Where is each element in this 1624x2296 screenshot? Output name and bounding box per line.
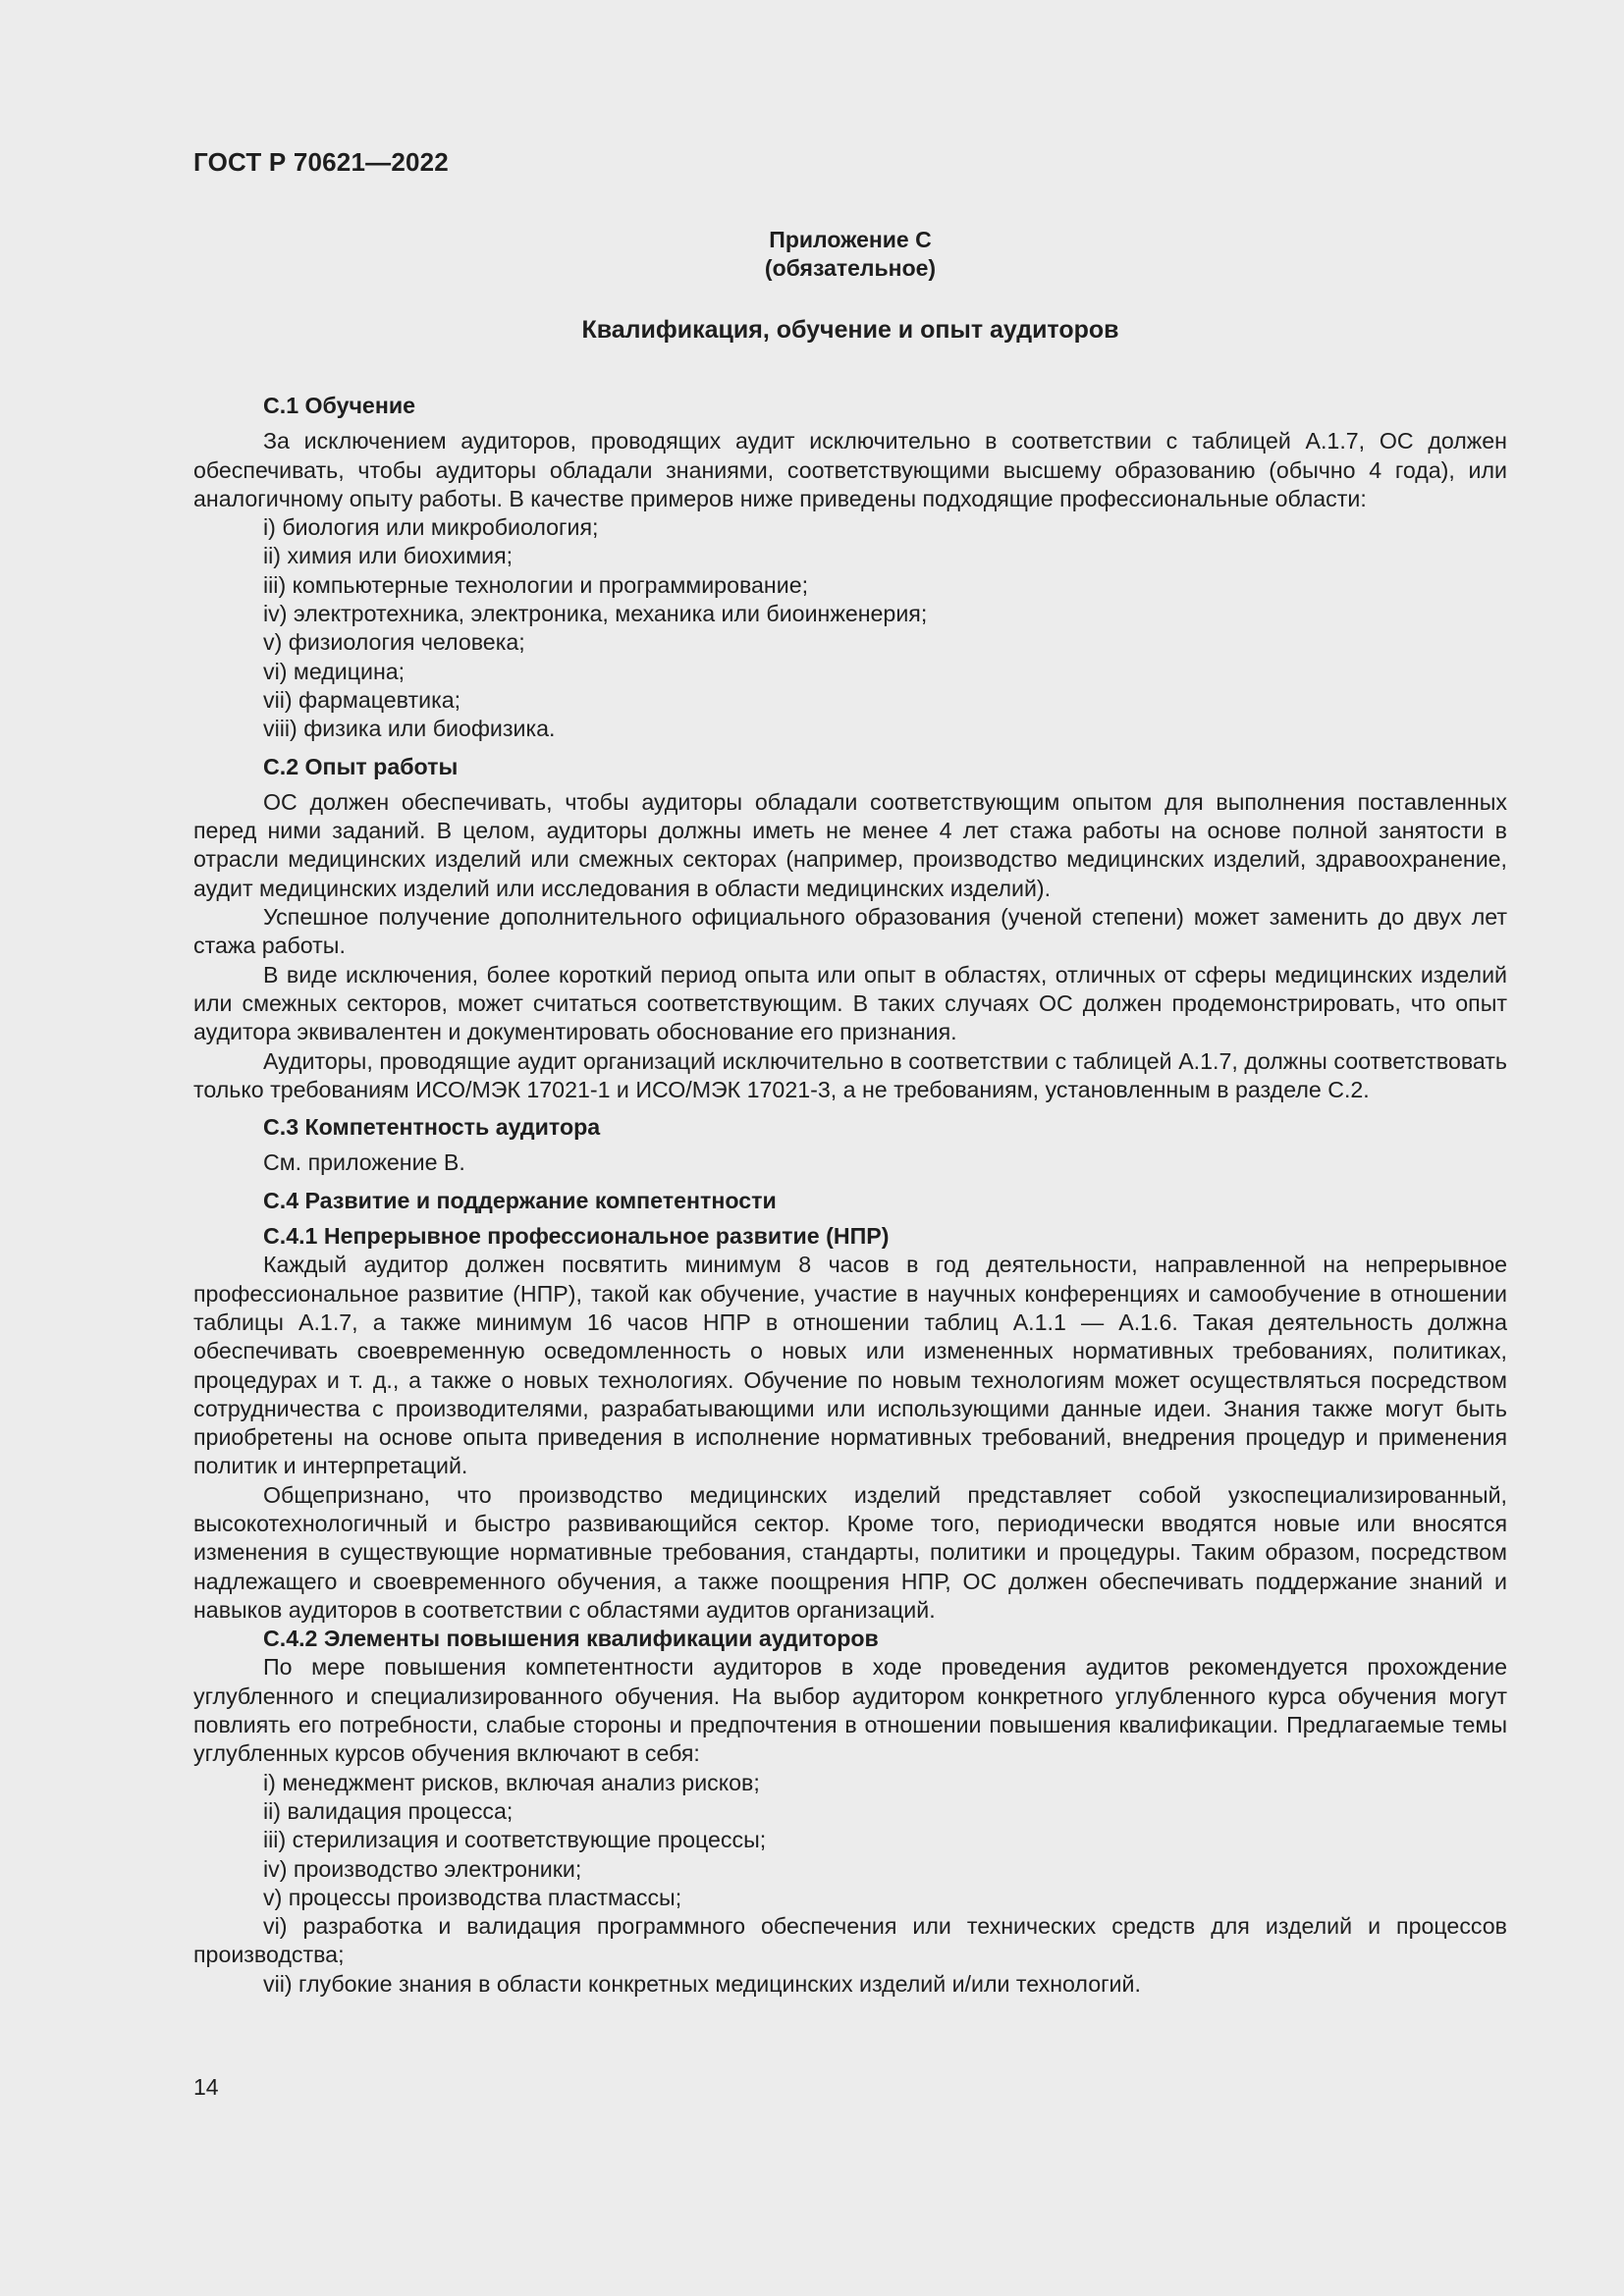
section-heading-c4: С.4 Развитие и поддержание компетентности: [263, 1187, 777, 1213]
paragraph: Успешное получение дополнительного официального образования (ученой степени) может заменить до двух лет стажа работы.: [193, 904, 1507, 959]
subsection-heading-c41: С.4.1 Непрерывное профессиональное развитие (НПР): [263, 1223, 890, 1250]
document-body: [193, 392, 1507, 1999]
list-item: viii) физика или биофизика.: [263, 716, 556, 742]
paragraph: По мере повышения компетентности аудиторов в ходе проведения аудитов рекомендуется прохождение углубленного и специализированного обучения. На выбор аудитором конкретного углубленного курса обучения могут повлиять его потребности, слабые стороны и предпочтения в отношении повышения квалификации. Предлагаемые темы углубленных курсов обучения включают в себя:: [193, 1654, 1507, 1767]
section-heading-c3: С.3 Компетентность аудитора: [263, 1114, 601, 1141]
paragraph: За исключением аудиторов, проводящих аудит исключительно в соответствии с таблицей А.1.7, ОС должен обеспечивать, чтобы аудиторы обладали знаниями, соответствующими высшему образованию (обычно 4 года), или аналогичному опыту работы. В качестве примеров ниже приведены подходящие профессиональные области:: [193, 428, 1507, 511]
appendix-heading: [193, 226, 1507, 283]
list-item: vi) медицина;: [263, 658, 406, 684]
list-item: iii) компьютерные технологии и программирование;: [263, 571, 809, 598]
appendix-status: (обязательное): [764, 255, 937, 281]
list-item: v) физиология человека;: [263, 629, 525, 656]
list-item: vi) разработка и валидация программного обеспечения или технических средств для изделий и процессов производства;: [193, 1913, 1507, 1968]
paragraph: ОС должен обеспечивать, чтобы аудиторы обладали соответствующим опытом для выполнения поставленных перед ними заданий. В целом, аудиторы должны иметь не менее 4 лет стажа работы на основе полной занятости в отрасли медицинских изделий или смежных секторах (например, производство медицинских изделий, здравоохранение, аудит медицинских изделий или исследования в области медицинских изделий).: [193, 788, 1507, 901]
paragraph: Каждый аудитор должен посвятить минимум 8 часов в год деятельности, направленной на непрерывное профессиональное развитие (НПР), такой как обучение, участие в научных конференциях и самообучение в отношении таблицы А.1.7, а также минимум 16 часов НПР в отношении таблиц А.1.1 — А.1.6. Такая деятельность должна обеспечивать своевременную осведомленность о новых или измененных нормативных требованиях, политиках, процедурах и т. д., а также о новых технологиях. Обучение по новым технологиям может осуществляться посредством сотрудничества с производителями, разрабатывающими или использующими данные идеи. Знания также могут быть приобретены на основе опыта приведения в исполнение нормативных требований, внедрения процедур и применения политик и интерпретаций.: [193, 1252, 1507, 1479]
appendix-title: Квалификация, обучение и опыт аудиторов: [581, 316, 1119, 344]
paragraph: Аудиторы, проводящие аудит организаций исключительно в соответствии с таблицей А.1.7, должны соответствовать только требованиям ИСО/МЭК 17021-1 и ИСО/МЭК 17021-3, а не требованиям, установленным в разделе С.2.: [193, 1047, 1507, 1102]
paragraph: Общепризнано, что производство медицинских изделий представляет собой узкоспециализированный, высокотехнологичный и быстро развивающийся сектор. Кроме того, периодически вводятся новые или вносятся изменения в существующие нормативные требования, стандарты, политики и процедуры. Таким образом, посредством надлежащего и своевременного обучения, а также поощрения НПР, ОС должен обеспечивать поддержание знаний и навыков аудиторов в соответствии с областями аудитов организаций.: [193, 1481, 1507, 1623]
section-heading-c1: С.1 Обучение: [263, 393, 415, 418]
paragraph: См. приложение В.: [263, 1149, 465, 1176]
list-item: i) менеджмент рисков, включая анализ рисков;: [263, 1769, 760, 1795]
list-item: ii) химия или биохимия;: [263, 543, 514, 569]
list-item: iv) электротехника, электроника, механика или биоинженерия;: [263, 601, 928, 627]
section-heading-c2: С.2 Опыт работы: [263, 753, 459, 779]
list-item: iii) стерилизация и соответствующие процессы;: [263, 1827, 767, 1853]
list-item: vii) глубокие знания в области конкретных медицинских изделий и/или технологий.: [263, 1970, 1141, 1997]
paragraph: В виде исключения, более короткий период опыта или опыт в областях, отличных от сферы медицинских изделий или смежных секторов, может считаться соответствующим. В таких случаях ОС должен продемонстрировать, что опыт аудитора эквивалентен и документировать обоснование его признания.: [193, 961, 1507, 1045]
list-item: ii) валидация процесса;: [263, 1797, 514, 1824]
subsection-heading-c42: С.4.2 Элементы повышения квалификации аудиторов: [263, 1626, 879, 1652]
appendix-label: Приложение С: [769, 227, 932, 252]
list-item: vii) фармацевтика;: [263, 686, 461, 713]
list-item: v) процессы производства пластмассы;: [263, 1884, 682, 1910]
list-item: iv) производство электроники;: [263, 1855, 582, 1882]
document-code: ГОСТ Р 70621—2022: [193, 147, 449, 177]
list-item: i) биология или микробиология;: [263, 514, 599, 541]
page-number: 14: [193, 2074, 219, 2100]
